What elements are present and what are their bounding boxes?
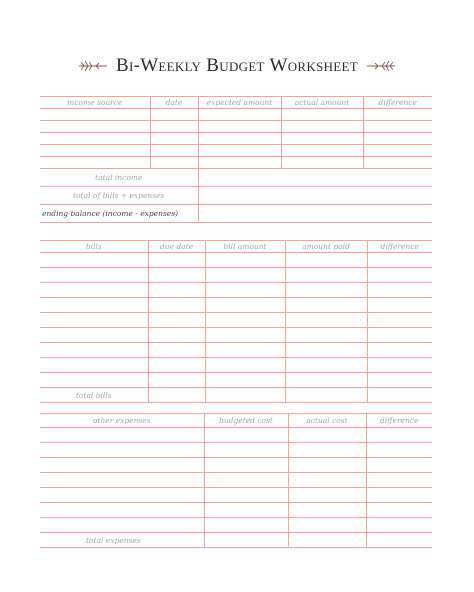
entry-cell[interactable] bbox=[40, 298, 148, 313]
column-header: date bbox=[150, 97, 198, 109]
entry-cell[interactable] bbox=[204, 473, 288, 488]
table-row bbox=[40, 121, 432, 133]
column-header: other expenses bbox=[40, 414, 204, 428]
entry-cell[interactable] bbox=[367, 268, 432, 283]
table-row bbox=[40, 428, 432, 443]
entry-cell[interactable] bbox=[363, 157, 432, 169]
total-bills-expenses-label: total of bills + expenses bbox=[40, 187, 198, 205]
entry-cell[interactable] bbox=[288, 488, 366, 503]
entry-cell[interactable] bbox=[366, 503, 432, 518]
entry-cell[interactable] bbox=[281, 133, 363, 145]
entry-cell[interactable] bbox=[148, 298, 205, 313]
table-row bbox=[40, 443, 432, 458]
entry-cell[interactable] bbox=[288, 503, 366, 518]
entry-cell[interactable] bbox=[205, 358, 285, 373]
entry-cell[interactable] bbox=[366, 518, 432, 533]
entry-cell[interactable] bbox=[40, 157, 150, 169]
entry-cell[interactable] bbox=[366, 488, 432, 503]
leaf-sprig-icon bbox=[78, 58, 108, 74]
entry-cell[interactable] bbox=[285, 298, 367, 313]
total-bills-label: total bills bbox=[40, 388, 148, 403]
entry-cell[interactable] bbox=[285, 253, 367, 268]
entry-cell[interactable] bbox=[40, 283, 148, 298]
entry-cell[interactable] bbox=[205, 268, 285, 283]
entry-cell[interactable] bbox=[363, 133, 432, 145]
leaf-sprig-icon bbox=[366, 58, 396, 74]
entry-cell[interactable] bbox=[205, 388, 285, 403]
table-row bbox=[40, 157, 432, 169]
entry-cell[interactable] bbox=[367, 328, 432, 343]
entry-cell[interactable] bbox=[198, 133, 281, 145]
entry-cell[interactable] bbox=[285, 268, 367, 283]
entry-cell[interactable] bbox=[150, 133, 198, 145]
entry-cell[interactable] bbox=[40, 121, 150, 133]
entry-cell[interactable] bbox=[285, 373, 367, 388]
entry-cell[interactable] bbox=[40, 358, 148, 373]
table-row bbox=[40, 268, 432, 283]
entry-cell[interactable] bbox=[40, 268, 148, 283]
entry-cell[interactable] bbox=[148, 253, 205, 268]
entry-cell[interactable] bbox=[367, 283, 432, 298]
table-row bbox=[40, 358, 432, 373]
entry-cell[interactable] bbox=[204, 428, 288, 443]
table-row bbox=[40, 328, 432, 343]
entry-cell[interactable] bbox=[205, 283, 285, 298]
table-row bbox=[40, 488, 432, 503]
table-row bbox=[40, 373, 432, 388]
entry-cell[interactable] bbox=[40, 518, 204, 533]
entry-cell[interactable] bbox=[363, 121, 432, 133]
entry-cell[interactable] bbox=[148, 283, 205, 298]
column-header: difference bbox=[363, 97, 432, 109]
entry-cell[interactable] bbox=[367, 313, 432, 328]
entry-cell[interactable] bbox=[285, 358, 367, 373]
entry-cell[interactable] bbox=[150, 121, 198, 133]
entry-cell[interactable] bbox=[363, 109, 432, 121]
total-income-row bbox=[40, 169, 432, 187]
entry-cell[interactable] bbox=[204, 533, 288, 548]
entry-cell[interactable] bbox=[367, 343, 432, 358]
entry-cell[interactable] bbox=[40, 488, 204, 503]
entry-cell[interactable] bbox=[366, 443, 432, 458]
entry-cell[interactable] bbox=[40, 133, 150, 145]
entry-cell[interactable] bbox=[150, 157, 198, 169]
table-row bbox=[40, 253, 432, 268]
total-bills-expenses-value[interactable] bbox=[198, 187, 432, 205]
entry-cell[interactable] bbox=[367, 298, 432, 313]
total-bills-expenses-row bbox=[40, 187, 432, 205]
column-header: income source bbox=[40, 97, 150, 109]
column-header: expected amount bbox=[198, 97, 281, 109]
entry-cell[interactable] bbox=[366, 473, 432, 488]
column-header: bills bbox=[40, 241, 148, 253]
entry-cell[interactable] bbox=[204, 518, 288, 533]
entry-cell[interactable] bbox=[281, 109, 363, 121]
table-row bbox=[40, 343, 432, 358]
entry-cell[interactable] bbox=[205, 298, 285, 313]
table-row bbox=[40, 283, 432, 298]
entry-cell[interactable] bbox=[367, 358, 432, 373]
entry-cell[interactable] bbox=[366, 533, 432, 548]
entry-cell[interactable] bbox=[40, 145, 150, 157]
entry-cell[interactable] bbox=[148, 373, 205, 388]
entry-cell[interactable] bbox=[198, 109, 281, 121]
table-row bbox=[40, 458, 432, 473]
table-row bbox=[40, 298, 432, 313]
entry-cell[interactable] bbox=[40, 373, 148, 388]
income-table bbox=[40, 96, 432, 223]
entry-cell[interactable] bbox=[288, 428, 366, 443]
entry-cell[interactable] bbox=[40, 503, 204, 518]
entry-cell[interactable] bbox=[150, 145, 198, 157]
column-header: amount paid bbox=[285, 241, 367, 253]
entry-cell[interactable] bbox=[288, 458, 366, 473]
table-row bbox=[40, 518, 432, 533]
entry-cell[interactable] bbox=[285, 313, 367, 328]
entry-cell[interactable] bbox=[40, 253, 148, 268]
total-income-label: total income bbox=[40, 169, 198, 187]
ending-balance-row bbox=[40, 205, 432, 223]
table-row bbox=[40, 133, 432, 145]
entry-cell[interactable] bbox=[367, 253, 432, 268]
table-row bbox=[40, 473, 432, 488]
worksheet-title-bar bbox=[0, 52, 474, 80]
total-bills-row bbox=[40, 388, 432, 403]
page-title: Bi-Weekly Budget Worksheet bbox=[115, 55, 359, 76]
total-expenses-label: total expenses bbox=[40, 533, 204, 548]
entry-cell[interactable] bbox=[40, 109, 150, 121]
entry-cell[interactable] bbox=[288, 518, 366, 533]
entry-cell[interactable] bbox=[148, 343, 205, 358]
entry-cell[interactable] bbox=[204, 503, 288, 518]
entry-cell[interactable] bbox=[367, 388, 432, 403]
column-header: bill amount bbox=[205, 241, 285, 253]
entry-cell[interactable] bbox=[40, 473, 204, 488]
entry-cell[interactable] bbox=[288, 533, 366, 548]
bills-table bbox=[40, 240, 432, 403]
column-header: due date bbox=[148, 241, 205, 253]
entry-cell[interactable] bbox=[198, 121, 281, 133]
table-row bbox=[40, 503, 432, 518]
column-header: actual cost bbox=[288, 414, 366, 428]
entry-cell[interactable] bbox=[205, 373, 285, 388]
table-row bbox=[40, 109, 432, 121]
entry-cell[interactable] bbox=[198, 157, 281, 169]
entry-cell[interactable] bbox=[366, 428, 432, 443]
entry-cell[interactable] bbox=[285, 388, 367, 403]
entry-cell[interactable] bbox=[40, 458, 204, 473]
ending-balance-label: ending balance (income - expenses) bbox=[40, 205, 198, 223]
entry-cell[interactable] bbox=[205, 313, 285, 328]
column-header: difference bbox=[367, 241, 432, 253]
entry-cell[interactable] bbox=[285, 343, 367, 358]
entry-cell[interactable] bbox=[367, 373, 432, 388]
entry-cell[interactable] bbox=[281, 145, 363, 157]
entry-cell[interactable] bbox=[40, 313, 148, 328]
entry-cell[interactable] bbox=[288, 473, 366, 488]
entry-cell[interactable] bbox=[148, 328, 205, 343]
total-income-value[interactable] bbox=[198, 169, 432, 187]
entry-cell[interactable] bbox=[150, 109, 198, 121]
entry-cell[interactable] bbox=[204, 458, 288, 473]
entry-cell[interactable] bbox=[40, 428, 204, 443]
table-row bbox=[40, 145, 432, 157]
entry-cell[interactable] bbox=[205, 343, 285, 358]
entry-cell[interactable] bbox=[40, 328, 148, 343]
total-expenses-row bbox=[40, 533, 432, 548]
entry-cell[interactable] bbox=[281, 157, 363, 169]
column-header: difference bbox=[366, 414, 432, 428]
column-header: budgeted cost bbox=[204, 414, 288, 428]
entry-cell[interactable] bbox=[204, 443, 288, 458]
entry-cell[interactable] bbox=[288, 443, 366, 458]
ending-balance-value[interactable] bbox=[198, 205, 432, 223]
table-row bbox=[40, 313, 432, 328]
entry-cell[interactable] bbox=[148, 358, 205, 373]
entry-cell[interactable] bbox=[281, 121, 363, 133]
entry-cell[interactable] bbox=[148, 313, 205, 328]
entry-cell[interactable] bbox=[205, 328, 285, 343]
entry-cell[interactable] bbox=[40, 343, 148, 358]
entry-cell[interactable] bbox=[198, 145, 281, 157]
entry-cell[interactable] bbox=[204, 488, 288, 503]
entry-cell[interactable] bbox=[285, 283, 367, 298]
entry-cell[interactable] bbox=[366, 458, 432, 473]
column-header: actual amount bbox=[281, 97, 363, 109]
entry-cell[interactable] bbox=[363, 145, 432, 157]
entry-cell[interactable] bbox=[40, 443, 204, 458]
entry-cell[interactable] bbox=[148, 268, 205, 283]
entry-cell[interactable] bbox=[285, 328, 367, 343]
other-expenses-table bbox=[40, 413, 432, 548]
entry-cell[interactable] bbox=[148, 388, 205, 403]
entry-cell[interactable] bbox=[205, 253, 285, 268]
